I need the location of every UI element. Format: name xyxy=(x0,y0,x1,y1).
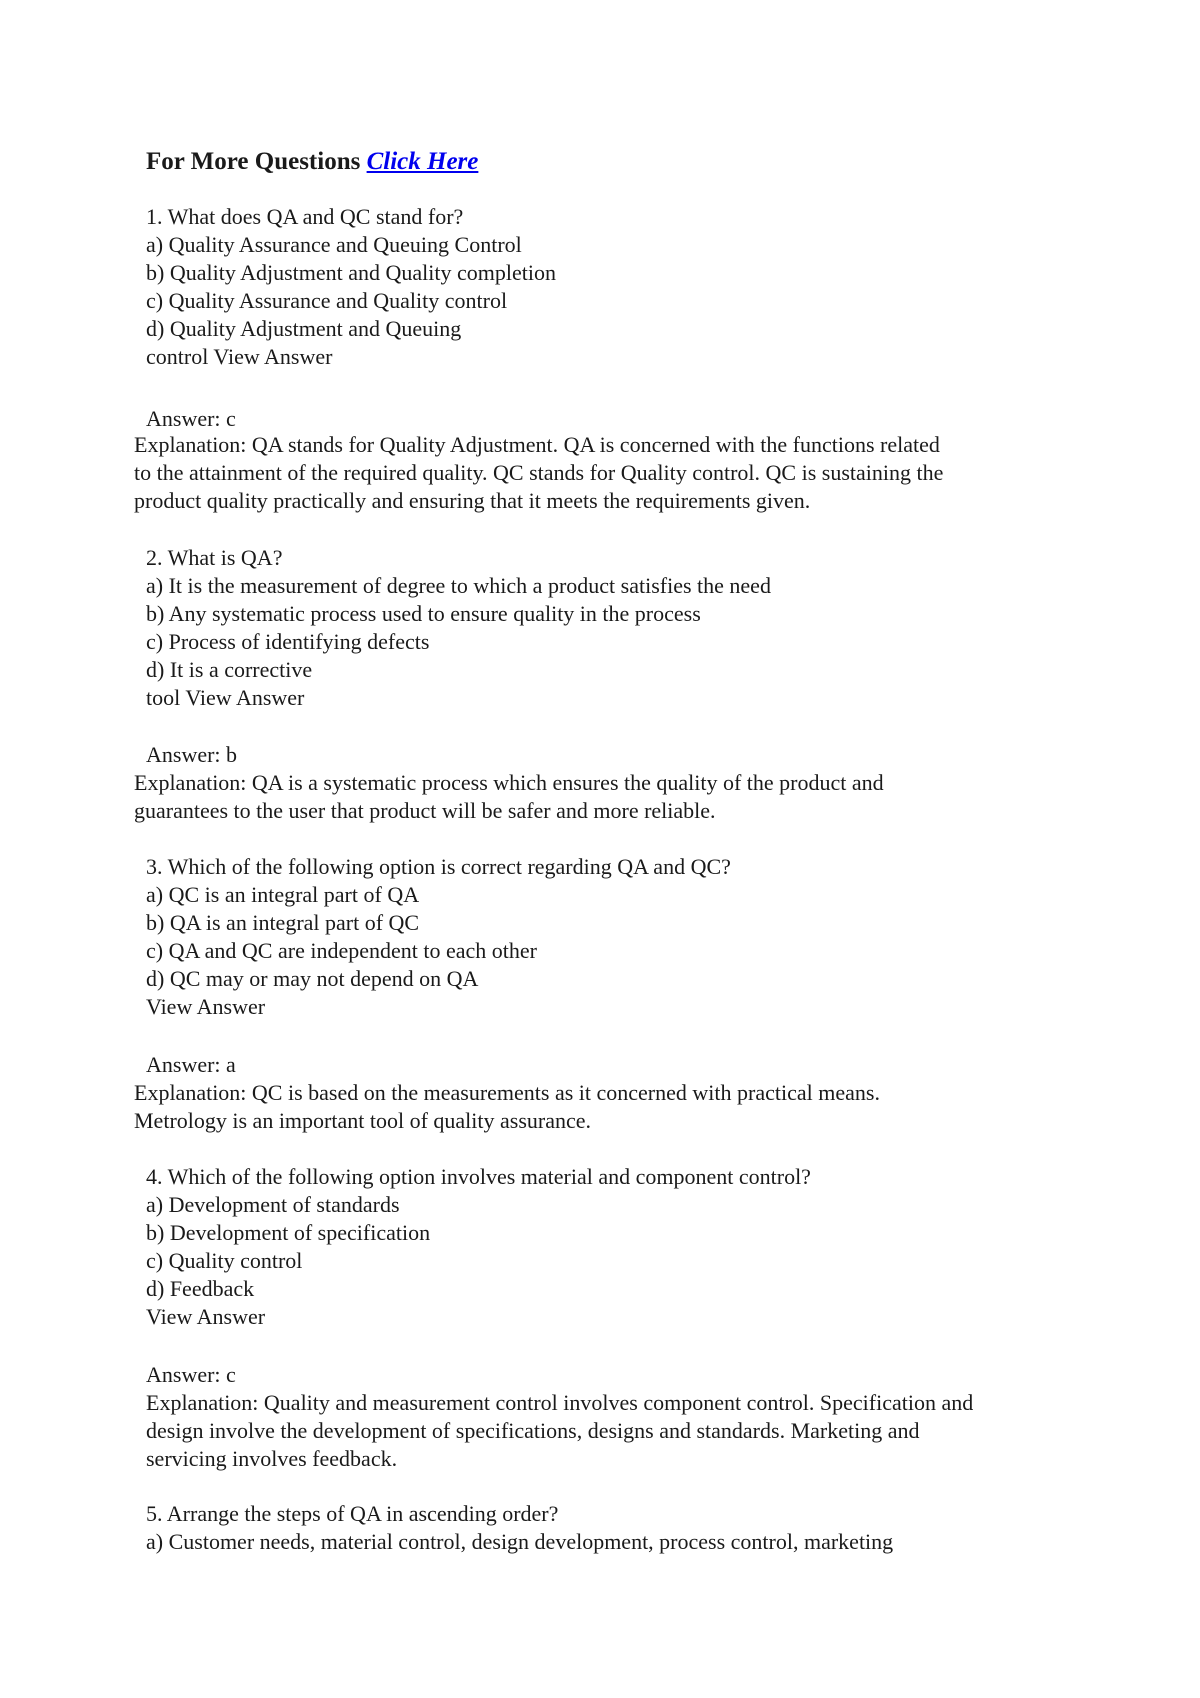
question-4-option-c: c) Quality control xyxy=(146,1248,303,1273)
answer-text: Answer: a xyxy=(146,1052,236,1077)
question-3-option-d: d) QC may or may not depend on QA xyxy=(146,966,479,991)
question-2-option-b: b) Any systematic process used to ensure quality in the process xyxy=(146,601,701,626)
question-2-view-answer[interactable]: tool View Answer xyxy=(146,685,305,710)
question-3 xyxy=(146,853,731,1021)
question-1-view-answer[interactable]: control View Answer xyxy=(146,344,333,369)
question-1-option-b: b) Quality Adjustment and Quality completion xyxy=(146,260,556,285)
question-2-option-a: a) It is the measurement of degree to which a product satisfies the need xyxy=(146,573,771,598)
question-2-answer xyxy=(146,741,237,769)
question-4-view-answer[interactable]: View Answer xyxy=(146,1304,266,1329)
explanation-line: Explanation: QA stands for Quality Adjustment. QA is concerned with the functions related xyxy=(134,432,940,457)
question-3-text: 3. Which of the following option is correct regarding QA and QC? xyxy=(146,854,731,879)
question-5-text: 5. Arrange the steps of QA in ascending order? xyxy=(146,1501,559,1526)
explanation-line: servicing involves feedback. xyxy=(146,1446,398,1471)
question-2-option-c: c) Process of identifying defects xyxy=(146,629,430,654)
question-5 xyxy=(146,1500,893,1556)
question-3-answer xyxy=(146,1051,236,1079)
question-3-explanation xyxy=(134,1079,880,1135)
question-4-option-a: a) Development of standards xyxy=(146,1192,400,1217)
explanation-line: Explanation: Quality and measurement control involves component control. Specification and xyxy=(146,1390,974,1415)
click-here-link[interactable]: Click Here xyxy=(366,148,479,175)
question-1 xyxy=(146,203,556,371)
question-1-option-c: c) Quality Assurance and Quality control xyxy=(146,288,508,313)
explanation-line: product quality practically and ensuring that it meets the requirements given. xyxy=(134,488,811,513)
question-3-option-c: c) QA and QC are independent to each other xyxy=(146,938,537,963)
question-4-explanation xyxy=(146,1389,973,1473)
question-4-answer xyxy=(146,1361,236,1389)
explanation-line: Explanation: QA is a systematic process which ensures the quality of the product and xyxy=(134,770,884,795)
question-5-option-a: a) Customer needs, material control, design development, process control, marketing xyxy=(146,1529,894,1554)
question-2 xyxy=(146,544,771,712)
explanation-line: Explanation: QC is based on the measurements as it concerned with practical means. xyxy=(134,1080,880,1105)
header-prefix: For More Questions xyxy=(146,148,367,175)
answer-text: Answer: c xyxy=(146,406,236,431)
explanation-line: guarantees to the user that product will be safer and more reliable. xyxy=(134,798,716,823)
question-1-answer xyxy=(146,405,236,433)
question-3-option-b: b) QA is an integral part of QC xyxy=(146,910,420,935)
explanation-line: to the attainment of the required quality. QC stands for Quality control. QC is sustaining the xyxy=(134,460,944,485)
question-2-explanation xyxy=(134,769,884,825)
explanation-line: Metrology is an important tool of quality assurance. xyxy=(134,1108,592,1133)
question-2-option-d: d) It is a corrective xyxy=(146,657,313,682)
explanation-line: design involve the development of specifications, designs and standards. Marketing and xyxy=(146,1418,920,1443)
answer-text: Answer: b xyxy=(146,742,238,767)
question-1-text: 1. What does QA and QC stand for? xyxy=(146,204,464,229)
question-4 xyxy=(146,1163,811,1331)
question-4-option-b: b) Development of specification xyxy=(146,1220,431,1245)
question-4-text: 4. Which of the following option involves material and component control? xyxy=(146,1164,811,1189)
question-4-option-d: d) Feedback xyxy=(146,1276,255,1301)
question-1-explanation xyxy=(134,431,943,515)
question-2-text: 2. What is QA? xyxy=(146,545,283,570)
more-questions-header xyxy=(146,146,478,178)
answer-text: Answer: c xyxy=(146,1362,236,1387)
question-3-view-answer[interactable]: View Answer xyxy=(146,994,266,1019)
question-3-option-a: a) QC is an integral part of QA xyxy=(146,882,420,907)
question-1-option-a: a) Quality Assurance and Queuing Control xyxy=(146,232,522,257)
question-1-option-d: d) Quality Adjustment and Queuing xyxy=(146,316,462,341)
